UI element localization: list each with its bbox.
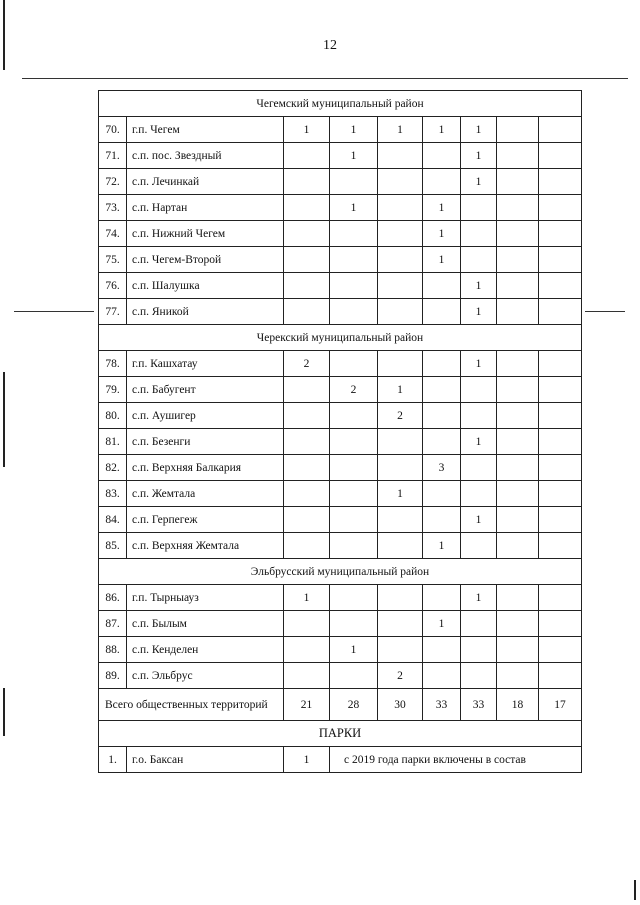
value-cell <box>330 455 378 481</box>
value-cell <box>378 429 423 455</box>
value-cell: 1 <box>461 585 497 611</box>
row-number: 76. <box>99 273 127 299</box>
value-cell <box>461 455 497 481</box>
value-cell <box>539 195 582 221</box>
value-cell <box>284 637 330 663</box>
value-cell: 1 <box>461 117 497 143</box>
value-cell <box>539 507 582 533</box>
settlement-name: с.п. пос. Звездный <box>127 143 284 169</box>
settlement-name: г.п. Чегем <box>127 117 284 143</box>
total-value: 30 <box>378 689 423 721</box>
row-number: 78. <box>99 351 127 377</box>
value-cell <box>461 481 497 507</box>
settlement-name: с.п. Безенги <box>127 429 284 455</box>
table-row <box>99 221 582 247</box>
value-cell <box>539 585 582 611</box>
value-cell: 2 <box>284 351 330 377</box>
value-cell <box>330 221 378 247</box>
row-number: 81. <box>99 429 127 455</box>
value-cell <box>330 299 378 325</box>
value-cell <box>330 351 378 377</box>
section-title: Чегемский муниципальный район <box>99 91 582 117</box>
value-cell <box>461 377 497 403</box>
row-number: 77. <box>99 299 127 325</box>
table-row <box>99 533 582 559</box>
value-cell <box>497 429 539 455</box>
row-number: 83. <box>99 481 127 507</box>
row-number: 86. <box>99 585 127 611</box>
table-row <box>99 481 582 507</box>
table-row <box>99 351 582 377</box>
value-cell <box>284 533 330 559</box>
settlement-name: с.п. Верхняя Жемтала <box>127 533 284 559</box>
value-cell <box>378 637 423 663</box>
value-cell <box>378 455 423 481</box>
value-cell <box>461 611 497 637</box>
row-number: 82. <box>99 455 127 481</box>
value-cell: 2 <box>330 377 378 403</box>
value-cell <box>497 143 539 169</box>
table-row <box>99 117 582 143</box>
value-cell: 1 <box>461 169 497 195</box>
parks-note: с 2019 года парки включены в состав <box>330 747 582 773</box>
value-cell <box>539 169 582 195</box>
value-cell <box>539 429 582 455</box>
value-cell <box>497 611 539 637</box>
value-cell: 1 <box>461 351 497 377</box>
value-cell <box>461 221 497 247</box>
value-cell <box>539 273 582 299</box>
value-cell <box>497 585 539 611</box>
settlement-name: с.п. Нартан <box>127 195 284 221</box>
table-row <box>99 663 582 689</box>
value-cell <box>497 169 539 195</box>
value-cell <box>423 481 461 507</box>
row-number: 70. <box>99 117 127 143</box>
value-cell <box>539 637 582 663</box>
value-cell <box>284 377 330 403</box>
settlement-name: с.п. Нижний Чегем <box>127 221 284 247</box>
total-value: 17 <box>539 689 582 721</box>
value-cell <box>497 117 539 143</box>
value-cell <box>378 507 423 533</box>
value-cell <box>423 663 461 689</box>
value-cell <box>497 377 539 403</box>
table-row <box>99 455 582 481</box>
value-cell <box>497 637 539 663</box>
settlement-name: г.п. Кашхатау <box>127 351 284 377</box>
value-cell <box>423 403 461 429</box>
settlement-name: с.п. Лечинкай <box>127 169 284 195</box>
value-cell <box>284 663 330 689</box>
table-row <box>99 747 582 773</box>
value-cell <box>378 351 423 377</box>
page-number: 12 <box>323 38 337 53</box>
value-cell <box>539 143 582 169</box>
value-cell <box>378 195 423 221</box>
value-cell <box>497 273 539 299</box>
value-cell <box>284 273 330 299</box>
scan-line-right <box>585 311 625 312</box>
value-cell <box>378 611 423 637</box>
value-cell: 1 <box>423 221 461 247</box>
row-number: 73. <box>99 195 127 221</box>
settlement-name: с.п. Шалушка <box>127 273 284 299</box>
value-cell <box>378 533 423 559</box>
value-cell <box>330 169 378 195</box>
value-cell <box>378 169 423 195</box>
value-cell <box>497 403 539 429</box>
value-cell <box>539 403 582 429</box>
value-cell <box>284 143 330 169</box>
total-label: Всего общественных территорий <box>99 689 284 721</box>
value-cell: 1 <box>378 481 423 507</box>
value-cell <box>461 247 497 273</box>
value-cell <box>497 481 539 507</box>
table-row <box>99 585 582 611</box>
parks-header-row <box>99 721 582 747</box>
table-row <box>99 377 582 403</box>
row-number: 80. <box>99 403 127 429</box>
section-header-row <box>99 91 582 117</box>
value-cell <box>284 195 330 221</box>
value-cell: 1 <box>330 195 378 221</box>
row-number: 87. <box>99 611 127 637</box>
value-cell: 1 <box>284 117 330 143</box>
value-cell <box>284 221 330 247</box>
value-cell <box>539 663 582 689</box>
value-cell <box>284 169 330 195</box>
value-cell <box>423 143 461 169</box>
value-cell <box>423 637 461 663</box>
value-cell <box>378 585 423 611</box>
value-cell <box>461 637 497 663</box>
margin-mark <box>3 688 5 736</box>
value-cell <box>284 403 330 429</box>
value-cell <box>284 481 330 507</box>
section-title: Эльбрусский муниципальный район <box>99 559 582 585</box>
value-cell <box>461 663 497 689</box>
value-cell <box>423 429 461 455</box>
value-cell: 1 <box>423 247 461 273</box>
total-value: 33 <box>461 689 497 721</box>
table-row <box>99 403 582 429</box>
value-cell <box>539 247 582 273</box>
table-row <box>99 611 582 637</box>
table-row <box>99 195 582 221</box>
value-cell <box>423 507 461 533</box>
value-cell: 2 <box>378 663 423 689</box>
value-cell <box>423 585 461 611</box>
settlement-name: с.п. Былым <box>127 611 284 637</box>
value-cell: 1 <box>423 611 461 637</box>
total-row <box>99 689 582 721</box>
value-cell <box>378 247 423 273</box>
value-cell <box>330 585 378 611</box>
value-cell: 1 <box>284 585 330 611</box>
section-header-row <box>99 559 582 585</box>
row-number: 1. <box>99 747 127 773</box>
value-cell: 1 <box>284 747 330 773</box>
section-header-row <box>99 325 582 351</box>
row-number: 85. <box>99 533 127 559</box>
total-value: 18 <box>497 689 539 721</box>
value-cell <box>330 429 378 455</box>
value-cell <box>378 221 423 247</box>
value-cell <box>497 195 539 221</box>
value-cell <box>330 247 378 273</box>
settlement-name: с.п. Эльбрус <box>127 663 284 689</box>
total-value: 33 <box>423 689 461 721</box>
total-value: 21 <box>284 689 330 721</box>
settlement-name: с.п. Бабугент <box>127 377 284 403</box>
value-cell: 1 <box>423 117 461 143</box>
value-cell: 1 <box>423 533 461 559</box>
value-cell: 1 <box>461 299 497 325</box>
value-cell: 1 <box>378 117 423 143</box>
total-value: 28 <box>330 689 378 721</box>
scan-line-left <box>14 311 94 312</box>
value-cell <box>378 299 423 325</box>
settlement-name: г.о. Баксан <box>127 747 284 773</box>
settlement-name: г.п. Тырныауз <box>127 585 284 611</box>
row-number: 84. <box>99 507 127 533</box>
value-cell <box>539 377 582 403</box>
value-cell: 1 <box>461 273 497 299</box>
districts-table <box>98 90 582 773</box>
value-cell: 1 <box>330 143 378 169</box>
table-row <box>99 637 582 663</box>
row-number: 74. <box>99 221 127 247</box>
value-cell: 1 <box>378 377 423 403</box>
value-cell <box>539 481 582 507</box>
value-cell <box>497 247 539 273</box>
value-cell <box>539 455 582 481</box>
margin-mark <box>3 372 5 467</box>
top-scan-line <box>22 78 628 79</box>
value-cell: 1 <box>461 429 497 455</box>
settlement-name: с.п. Верхняя Балкария <box>127 455 284 481</box>
value-cell <box>539 611 582 637</box>
value-cell <box>539 351 582 377</box>
value-cell <box>284 507 330 533</box>
value-cell <box>497 221 539 247</box>
settlement-name: с.п. Герпегеж <box>127 507 284 533</box>
value-cell <box>330 481 378 507</box>
value-cell <box>284 611 330 637</box>
row-number: 72. <box>99 169 127 195</box>
value-cell <box>497 351 539 377</box>
value-cell <box>330 273 378 299</box>
value-cell <box>497 299 539 325</box>
value-cell <box>539 117 582 143</box>
value-cell <box>284 299 330 325</box>
row-number: 75. <box>99 247 127 273</box>
settlement-name: с.п. Аушигер <box>127 403 284 429</box>
row-number: 88. <box>99 637 127 663</box>
table-row <box>99 429 582 455</box>
value-cell <box>330 663 378 689</box>
value-cell <box>539 299 582 325</box>
value-cell <box>423 377 461 403</box>
table-row <box>99 299 582 325</box>
value-cell <box>497 507 539 533</box>
value-cell <box>497 663 539 689</box>
value-cell <box>423 169 461 195</box>
value-cell <box>461 403 497 429</box>
value-cell: 1 <box>330 117 378 143</box>
value-cell <box>330 611 378 637</box>
value-cell <box>330 533 378 559</box>
value-cell <box>461 533 497 559</box>
value-cell <box>539 221 582 247</box>
value-cell: 3 <box>423 455 461 481</box>
value-cell <box>284 247 330 273</box>
parks-title: ПАРКИ <box>99 721 582 747</box>
value-cell <box>497 455 539 481</box>
value-cell <box>330 403 378 429</box>
value-cell: 2 <box>378 403 423 429</box>
value-cell: 1 <box>461 507 497 533</box>
settlement-name: с.п. Жемтала <box>127 481 284 507</box>
table-row <box>99 273 582 299</box>
value-cell <box>284 429 330 455</box>
row-number: 71. <box>99 143 127 169</box>
table-row <box>99 169 582 195</box>
value-cell <box>497 533 539 559</box>
value-cell <box>423 299 461 325</box>
table-row <box>99 507 582 533</box>
value-cell <box>539 533 582 559</box>
value-cell <box>378 273 423 299</box>
value-cell <box>378 143 423 169</box>
settlement-name: с.п. Яникой <box>127 299 284 325</box>
value-cell <box>461 195 497 221</box>
settlement-name: с.п. Чегем-Второй <box>127 247 284 273</box>
table-row <box>99 143 582 169</box>
value-cell <box>423 273 461 299</box>
table-row <box>99 247 582 273</box>
row-number: 79. <box>99 377 127 403</box>
section-title: Черекский муниципальный район <box>99 325 582 351</box>
row-number: 89. <box>99 663 127 689</box>
value-cell: 1 <box>423 195 461 221</box>
value-cell <box>284 455 330 481</box>
value-cell <box>330 507 378 533</box>
margin-mark <box>3 0 5 70</box>
settlement-name: с.п. Кенделен <box>127 637 284 663</box>
value-cell: 1 <box>330 637 378 663</box>
value-cell <box>423 351 461 377</box>
margin-mark <box>634 880 636 900</box>
value-cell: 1 <box>461 143 497 169</box>
